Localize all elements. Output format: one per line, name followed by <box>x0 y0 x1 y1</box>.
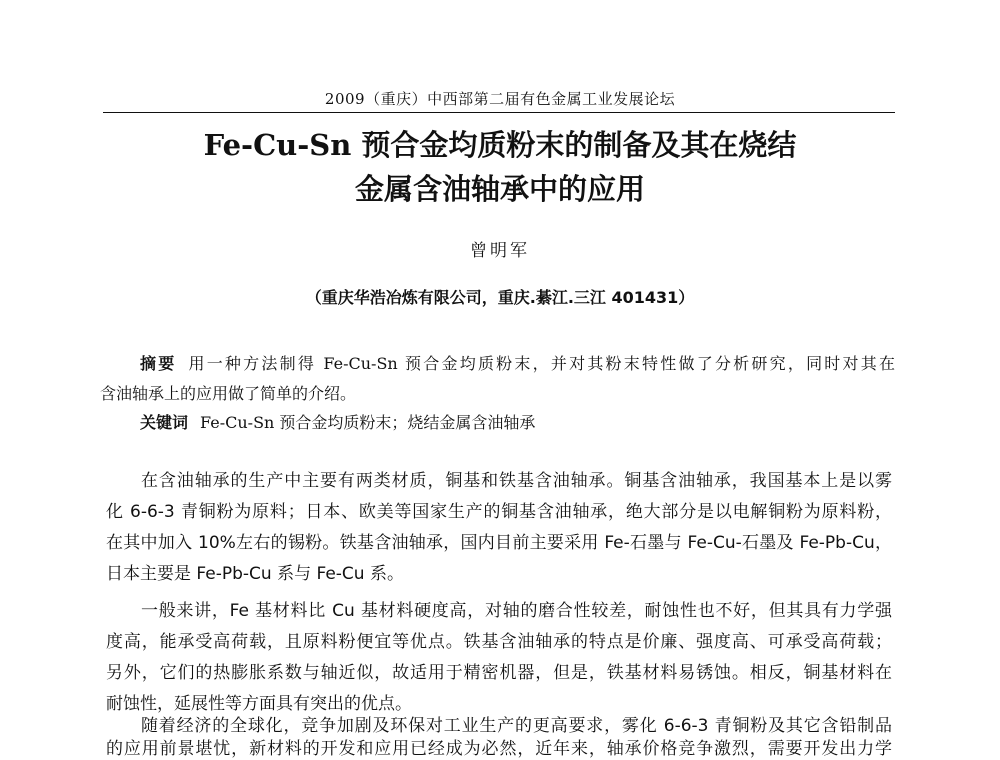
keywords-line <box>140 412 535 434</box>
body-p2-line-2: 度高，能承受高荷载，且原料粉便宜等优点。铁基含油轴承的特点是价廉、强度高、可承受高荷载； <box>106 632 892 652</box>
keywords-label: 关键词 <box>140 413 189 432</box>
body-p1-line-3: 在其中加入 10%左右的锡粉。铁基含油轴承，国内目前主要采用 Fe-石墨与 Fe-Cu-石墨及 Fe-Pb-Cu， <box>106 533 892 553</box>
keywords-text: Fe-Cu-Sn 预合金均质粉末；烧结金属含油轴承 <box>200 413 536 432</box>
header-rule <box>103 112 895 113</box>
body-p1-line-2: 化 6-6-3 青铜粉为原料；日本、欧美等国家生产的铜基含油轴承，绝大部分是以电解铜粉为原料粉， <box>106 502 892 522</box>
paper-title-line-2: 金属含油轴承中的应用 <box>354 172 645 206</box>
abstract-label: 摘要 <box>140 354 177 373</box>
abstract-text-1: 用一种方法制得 Fe-Cu-Sn 预合金均质粉末，并对其粉末特性做了分析研究，同时对其在 <box>188 354 895 373</box>
body-p3-line-2: 的应用前景堪忧，新材料的开发和应用已经成为必然，近年来，轴承价格竞争激烈，需要开发出力学 <box>106 739 892 759</box>
abstract-line-2: 含油轴承上的应用做了简单的介绍。 <box>100 384 357 403</box>
body-p1-line-4: 日本主要是 Fe-Pb-Cu 系与 Fe-Cu 系。 <box>106 564 404 584</box>
body-p2-line-3: 另外，它们的热膨胀系数与轴近似，故适用于精密机器，但是，铁基材料易锈蚀。相反，铜基材料在 <box>106 663 892 683</box>
author-name: 曾明军 <box>470 241 530 261</box>
body-p3-line-1: 随着经济的全球化，竞争加剧及环保对工业生产的更高要求，雾化 6-6-3 青铜粉及其它含铅制品 <box>141 716 892 736</box>
abstract-line-1 <box>140 353 895 375</box>
paper-title-line-1: Fe-Cu-Sn 预合金均质粉末的制备及其在烧结 <box>203 128 797 162</box>
author-affiliation: （重庆华浩冶炼有限公司，重庆.綦江.三江 401431） <box>305 288 695 307</box>
running-header: 2009（重庆）中西部第二届有色金属工业发展论坛 <box>324 90 676 108</box>
body-p2-line-1: 一般来讲，Fe 基材料比 Cu 基材料硬度高，对轴的磨合性较差，耐蚀性也不好，但其具有力学强 <box>141 601 892 621</box>
body-p1-line-1: 在含油轴承的生产中主要有两类材质，铜基和铁基含油轴承。铜基含油轴承，我国基本上是以雾 <box>141 471 892 491</box>
body-p2-line-4: 耐蚀性，延展性等方面具有突出的优点。 <box>106 694 412 714</box>
